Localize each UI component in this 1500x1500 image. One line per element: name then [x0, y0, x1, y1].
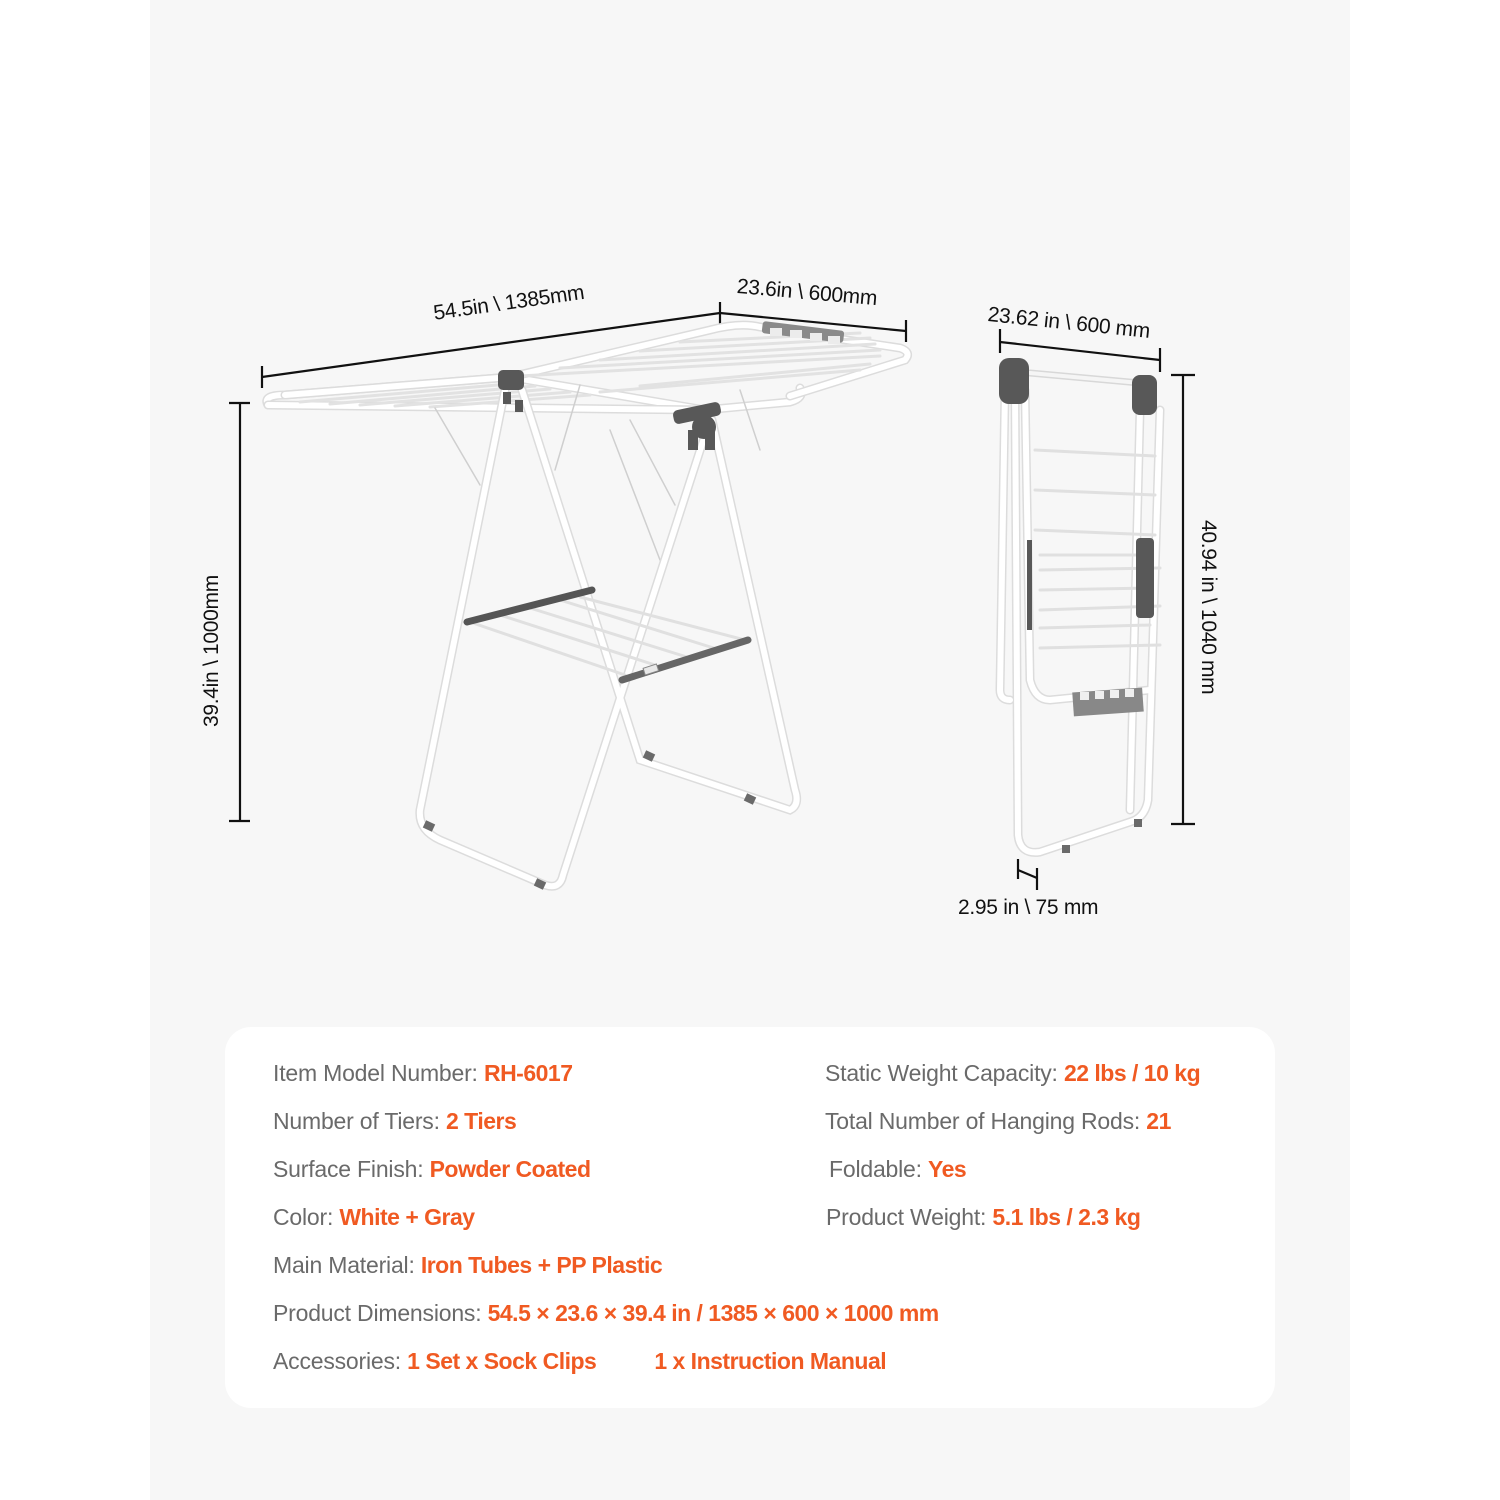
dimension-lines-unfolded	[229, 302, 906, 821]
spec-foldable	[829, 1156, 966, 1183]
spec-accessories	[273, 1348, 886, 1375]
spec-label: Surface Finish:	[273, 1156, 430, 1182]
spec-label: Static Weight Capacity:	[825, 1060, 1064, 1086]
spec-label: Item Model Number:	[273, 1060, 484, 1086]
folded-rack	[999, 358, 1160, 853]
folded-depth-dimension-label: 2.95 in \ 75 mm	[958, 896, 1099, 919]
spec-value: 2 Tiers	[446, 1108, 517, 1134]
spec-value: RH-6017	[483, 1060, 573, 1086]
spec-label: Foldable:	[829, 1156, 929, 1182]
spec-label: Main Material:	[273, 1252, 421, 1278]
spec-label: Color:	[273, 1204, 340, 1230]
spec-main-material	[273, 1252, 662, 1279]
spec-value: 22 lbs / 10 kg	[1063, 1060, 1201, 1086]
spec-value-sock-clips: 1 Set x Sock Clips	[407, 1348, 597, 1374]
spec-product-weight	[826, 1204, 1140, 1231]
specifications-card	[225, 1027, 1275, 1408]
spec-value: Yes	[928, 1156, 967, 1182]
length-dimension-label: 54.5in \ 1385mm	[432, 280, 586, 325]
spec-surface-finish	[273, 1156, 591, 1183]
spec-model-number	[273, 1060, 573, 1087]
spec-product-dimensions	[273, 1300, 939, 1327]
spec-label: Total Number of Hanging Rods:	[825, 1108, 1147, 1134]
foot-caps	[423, 750, 756, 889]
spec-value: 54.5 × 23.6 × 39.4 in / 1385 × 600 × 1000 mm	[487, 1300, 939, 1326]
spec-label: Accessories:	[273, 1348, 408, 1374]
spec-value-instruction-manual: 1 x Instruction Manual	[654, 1348, 887, 1374]
spec-value: Powder Coated	[429, 1156, 591, 1182]
spec-label: Product Dimensions:	[273, 1300, 488, 1326]
spec-hanging-rods	[825, 1108, 1171, 1135]
folded-width-dimension-label: 23.62 in \ 600 mm	[986, 303, 1152, 343]
unfolded-rack	[267, 321, 908, 890]
spec-color	[273, 1204, 475, 1231]
height-dimension-label: 39.4in \ 1000mm	[200, 575, 223, 727]
spec-value: 21	[1146, 1108, 1171, 1134]
spec-value: 5.1 lbs / 2.3 kg	[992, 1204, 1141, 1230]
spec-value: White + Gray	[339, 1204, 475, 1230]
spec-value: Iron Tubes + PP Plastic	[420, 1252, 663, 1278]
spec-number-of-tiers	[273, 1108, 516, 1135]
folded-height-dimension-label: 40.94 in \ 1040 mm	[1197, 520, 1220, 695]
spec-static-weight-capacity	[825, 1060, 1200, 1087]
spec-label: Product Weight:	[826, 1204, 993, 1230]
width-dimension-label: 23.6in \ 600mm	[735, 275, 879, 311]
spec-label: Number of Tiers:	[273, 1108, 446, 1134]
